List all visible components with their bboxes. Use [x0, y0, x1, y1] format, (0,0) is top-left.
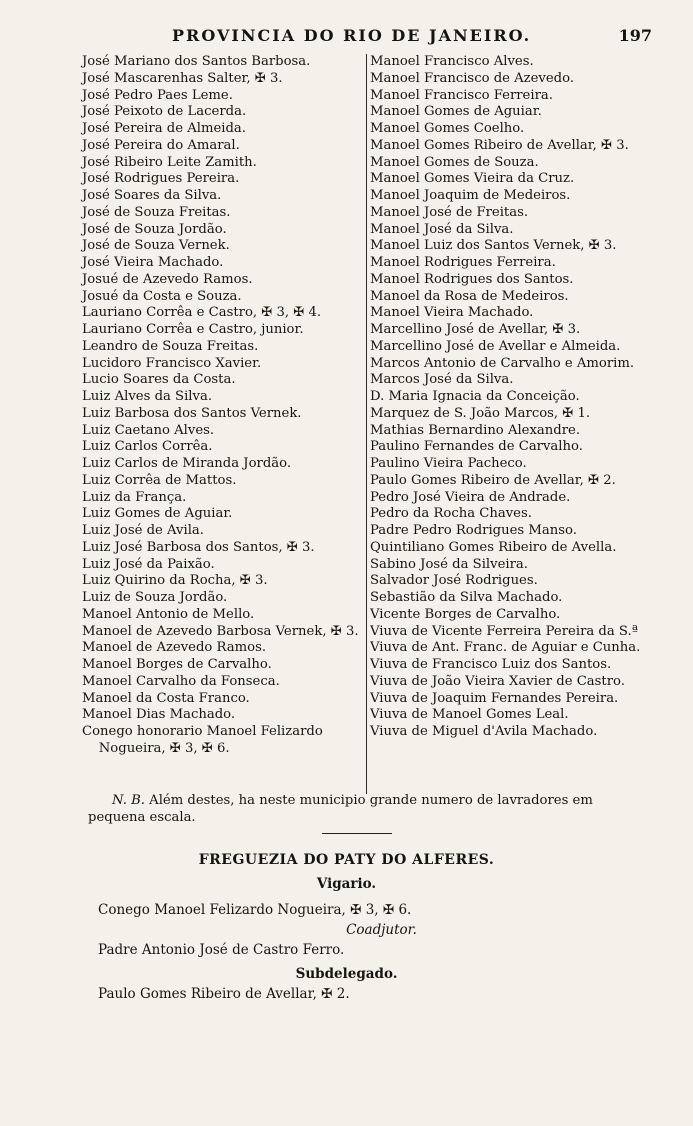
right-column-entry: Viuva de Joaquim Fernandes Pereira. — [370, 690, 619, 706]
right-column-entry: Quintiliano Gomes Ribeiro de Avella. — [370, 539, 617, 555]
right-column-entry: Viuva de Francisco Luiz dos Santos. — [370, 657, 612, 672]
left-column-entry: Conego honorario Manoel Felizardo — [82, 724, 323, 739]
right-column-entry: Manoel Gomes Ribeiro de Avellar, ✠ 3. — [370, 137, 629, 153]
right-column-entry: Manoel Luiz dos Santos Vernek, ✠ 3. — [370, 238, 617, 254]
right-column-entry: Manoel Vieira Machado. — [370, 305, 534, 321]
left-column-entry: Luiz de Souza Jordão. — [82, 590, 228, 605]
right-column-entry: Padre Pedro Rodrigues Manso. — [370, 523, 577, 538]
left-column-entry: Luiz José de Avila. — [82, 523, 204, 538]
left-column-entry: Luiz Barbosa dos Santos Vernek. — [82, 405, 302, 421]
left-column-entry: Luiz Carlos de Miranda Jordão. — [82, 456, 292, 471]
left-column-entry: José Pereira de Almeida. — [82, 121, 246, 136]
left-column-entry: Josué da Costa e Souza. — [82, 288, 242, 304]
note-block — [88, 792, 658, 826]
note-text-line1: Além destes, ha neste municipio grande numero de lavradores em — [149, 793, 593, 808]
right-column-entry: Marcellino José de Avellar, ✠ 3. — [370, 322, 581, 337]
right-column-entry: Viuva de Miguel d'Avila Machado. — [370, 724, 598, 739]
right-column-entry: Paulino Fernandes de Carvalho. — [370, 439, 583, 455]
left-column-entry: José de Souza Vernek. — [82, 238, 230, 254]
right-column-entry: Marcos José da Silva. — [370, 372, 514, 388]
right-column-entry: Paulino Vieira Pacheco. — [370, 456, 527, 471]
left-column-entry: Luiz Caetano Alves. — [82, 422, 215, 438]
left-column-entry: Luiz Corrêa de Mattos. — [82, 472, 237, 488]
section-title: FREGUEZIA DO PATY DO ALFERES. — [198, 852, 495, 868]
left-column-entry: José Mascarenhas Salter, ✠ 3. — [82, 70, 283, 86]
left-column-entry: Manoel da Costa Franco. — [82, 690, 250, 706]
left-column-entry: Luiz Alves da Silva. — [82, 389, 213, 404]
left-column-entry: José Ribeiro Leite Zamith. — [82, 154, 257, 170]
right-column-entry: Paulo Gomes Ribeiro de Avellar, ✠ 2. — [370, 472, 616, 488]
left-column-entry: Lucio Soares da Costa. — [82, 372, 236, 388]
left-column-entry: José Rodrigues Pereira. — [82, 171, 240, 187]
right-column-entry: Manoel Gomes de Aguiar. — [370, 104, 542, 120]
left-column-entry: Luiz José da Paixão. — [82, 556, 215, 572]
left-column-entry: Lucidoro Francisco Xavier. — [82, 355, 262, 371]
coadjutor-heading: Coadjutor. — [346, 922, 417, 938]
left-column-entry: José de Souza Freitas. — [82, 204, 231, 220]
right-column-entry: Manoel Gomes Coelho. — [370, 121, 525, 136]
right-column-entry: Viuva de João Vieira Xavier de Castro. — [370, 673, 625, 689]
vigario-name: Conego Manoel Felizardo Nogueira, ✠ 3, ✠ 6. — [98, 902, 412, 918]
right-column-entry: Manoel Gomes Vieira da Cruz. — [370, 171, 575, 187]
right-column-entry: Marquez de S. João Marcos, ✠ 1. — [370, 405, 591, 421]
page-header — [82, 26, 652, 50]
right-column-entry: Marcos Antonio de Carvalho e Amorim. — [370, 355, 635, 371]
right-column-entry: Manoel da Rosa de Medeiros. — [370, 288, 569, 304]
right-column-entry: Pedro da Rocha Chaves. — [370, 506, 532, 522]
left-column-entry: Leandro de Souza Freitas. — [82, 338, 259, 354]
left-column-entry: Manoel de Azevedo Ramos. — [82, 640, 267, 656]
page-number: 197 — [618, 26, 652, 45]
note-text-line2: pequena escala. — [88, 810, 196, 825]
right-column-entry: Manoel Rodrigues dos Santos. — [370, 271, 574, 287]
right-column-entry: D. Maria Ignacia da Conceição. — [370, 389, 580, 404]
left-column-entry: José Soares da Silva. — [82, 188, 222, 203]
left-column-entry: Manoel Borges de Carvalho. — [82, 657, 272, 672]
right-column-entry: Viuva de Ant. Franc. de Aguiar e Cunha. — [370, 640, 641, 656]
right-column-entry: Manoel Rodrigues Ferreira. — [370, 255, 556, 270]
right-column-entry: Sebastião da Silva Machado. — [370, 590, 563, 605]
right-column-entry: Pedro José Vieira de Andrade. — [370, 489, 571, 505]
left-column-entry: Manoel Antonio de Mello. — [82, 606, 255, 622]
right-column-entry: Manoel Gomes de Souza. — [370, 154, 539, 170]
left-column-entry: Luiz José Barbosa dos Santos, ✠ 3. — [82, 539, 315, 555]
right-column-entry: Manoel José da Silva. — [370, 221, 514, 237]
subdelegado-heading: Subdelegado. — [295, 966, 398, 982]
right-column-entry: Manoel Joaquim de Medeiros. — [370, 188, 571, 203]
right-column-entry: Manoel Francisco Ferreira. — [370, 87, 553, 103]
left-column-entry: José Pereira do Amaral. — [82, 137, 240, 153]
left-column-entry: José Peixoto de Lacerda. — [82, 104, 247, 120]
left-column-entry: Luiz da França. — [82, 489, 187, 505]
right-column-entry: Salvador José Rodrigues. — [370, 573, 538, 589]
left-column-entry: Josué de Azevedo Ramos. — [82, 271, 253, 287]
left-column-entry: Luiz Gomes de Aguiar. — [82, 506, 233, 522]
right-column-entry: Viuva de Vicente Ferreira Pereira da S.ª — [370, 623, 638, 639]
vigario-heading: Vigario. — [316, 876, 377, 892]
right-column-entry: Manoel José de Freitas. — [370, 204, 529, 220]
left-column-entry: José de Souza Jordão. — [82, 221, 227, 237]
left-column-entry: José Mariano dos Santos Barbosa. — [82, 54, 311, 69]
left-column — [82, 54, 367, 758]
subdelegado-name: Paulo Gomes Ribeiro de Avellar, ✠ 2. — [98, 986, 350, 1002]
right-column-entry: Vicente Borges de Carvalho. — [370, 606, 561, 622]
left-column-entry: Luiz Quirino da Rocha, ✠ 3. — [82, 573, 268, 589]
left-column-entry: José Vieira Machado. — [82, 255, 224, 270]
left-column-entry: Lauriano Corrêa e Castro, ✠ 3, ✠ 4. — [82, 305, 322, 321]
right-column-entry: Sabino José da Silveira. — [370, 556, 528, 572]
left-column-entry: Luiz Carlos Corrêa. — [82, 439, 213, 455]
right-column — [370, 54, 662, 741]
left-column-entry: Lauriano Corrêa e Castro, junior. — [82, 322, 304, 337]
right-column-entry: Viuva de Manoel Gomes Leal. — [370, 707, 569, 723]
left-column-entry: Manoel Carvalho da Fonseca. — [82, 673, 280, 689]
section-divider — [322, 833, 392, 834]
left-column-entry: Nogueira, ✠ 3, ✠ 6. — [82, 740, 230, 756]
right-column-entry: Mathias Bernardino Alexandre. — [370, 422, 581, 438]
note-label: N. B. — [112, 793, 145, 808]
left-column-entry: Manoel de Azevedo Barbosa Vernek, ✠ 3. — [82, 623, 359, 639]
column-divider — [366, 54, 367, 794]
right-column-entry: Manoel Francisco de Azevedo. — [370, 70, 575, 86]
right-column-entry: Marcellino José de Avellar e Almeida. — [370, 338, 621, 354]
coadjutor-name: Padre Antonio José de Castro Ferro. — [98, 942, 345, 958]
left-column-entry: Manoel Dias Machado. — [82, 707, 236, 723]
page-title: PROVINCIA DO RIO DE JANEIRO. — [172, 26, 532, 45]
right-column-entry: Manoel Francisco Alves. — [370, 54, 534, 69]
left-column-entry: José Pedro Paes Leme. — [82, 87, 233, 103]
